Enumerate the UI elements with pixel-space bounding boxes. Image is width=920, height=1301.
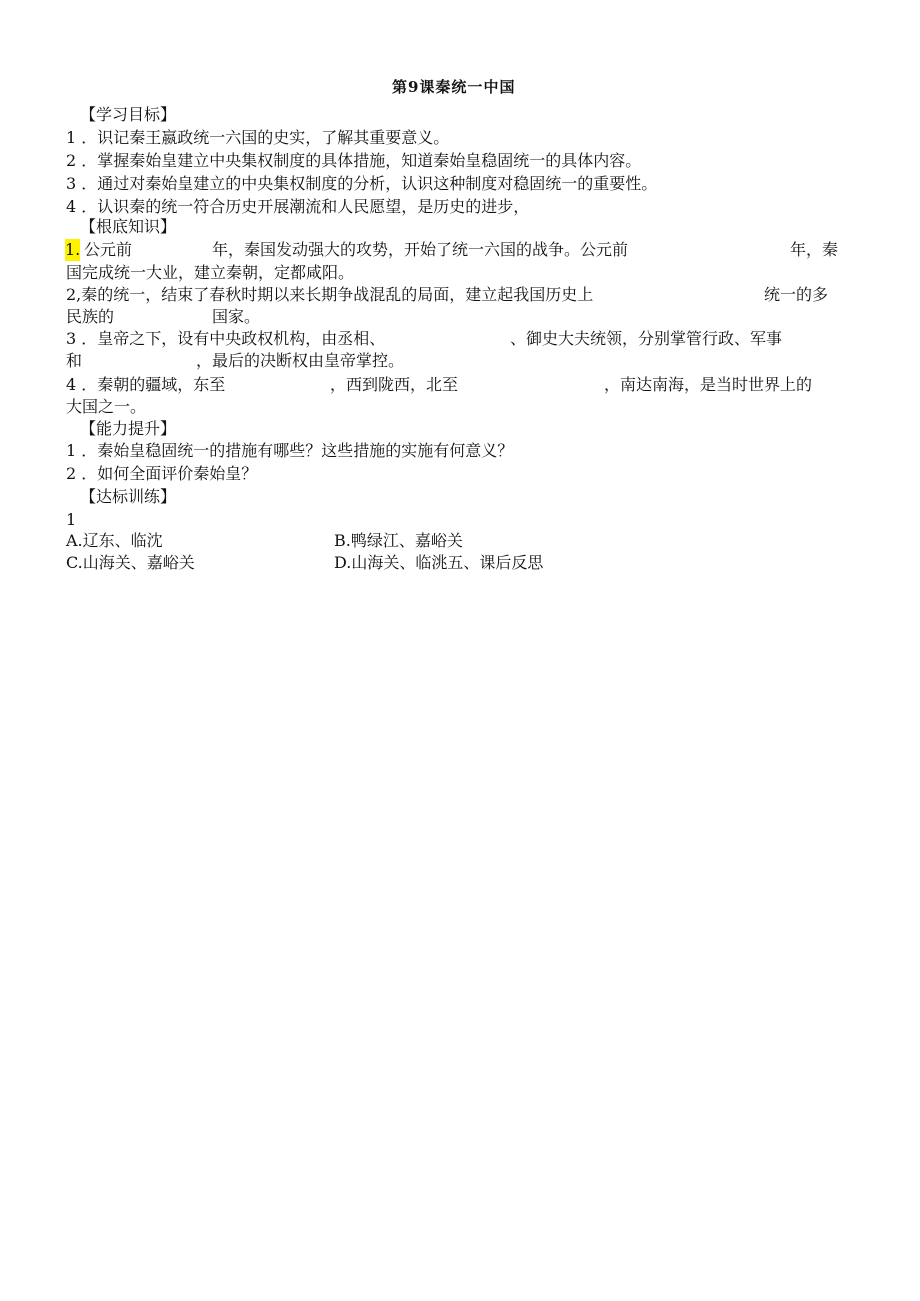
question-number: 1	[66, 510, 77, 529]
objective-item: 4 ．认识秦的统一符合历史开展潮流和人民愿望，是历史的进步，	[66, 197, 530, 216]
fill-text: 国家。	[212, 307, 261, 326]
ability-heading: 【能力提升】	[80, 419, 177, 438]
fill-text: 统一的多	[764, 285, 829, 304]
option-a: A.辽东、临沈	[66, 531, 163, 550]
fill-text: 2,秦的统一，结束了春秋时期以来长期争战混乱的局面，建立起我国历史上	[66, 285, 594, 304]
objectives-heading: 【学习目标】	[80, 105, 177, 124]
fill-text: 民族的	[66, 307, 115, 326]
fill-text: ，南达南海，是当时世界上的	[604, 375, 813, 394]
fill-text: 年，秦	[790, 240, 839, 259]
fill-text: 4 ．秦朝的疆域，东至	[66, 375, 226, 394]
ability-item: 1 ．秦始皇稳固统一的措施有哪些？这些措施的实施有何意义？	[66, 441, 514, 460]
fill-text: ，西到陇西，北至	[330, 375, 459, 394]
option-d: D.山海关、临洮五、课后反思	[334, 553, 544, 572]
option-c: C.山海关、嘉峪关	[66, 553, 195, 572]
fill-text: 3 ．皇帝之下，设有中央政权机构，由丞相、	[66, 329, 386, 348]
fill-text: 大国之一。	[66, 397, 147, 416]
objective-item: 1 ．识记秦王嬴政统一六国的史实，了解其重要意义。	[66, 128, 450, 147]
training-heading: 【达标训练】	[80, 487, 177, 506]
fill-text: 公元前	[84, 240, 133, 259]
fill-text: 国完成统一大业，建立秦朝，定都咸阳。	[66, 263, 355, 282]
option-b: B.鸭绿江、嘉峪关	[334, 531, 463, 550]
fill-text: 年，秦国发动强大的攻势，开始了统一六国的战争。公元前	[212, 240, 629, 259]
basics-heading: 【根底知识】	[80, 217, 177, 236]
ability-item: 2 ．如何全面评价秦始皇？	[66, 464, 258, 483]
page-title: 第9课秦统一中国	[392, 78, 516, 96]
objective-item: 3 ．通过对秦始皇建立的中央集权制度的分析，认识这种制度对稳固统一的重要性。	[66, 174, 658, 193]
fill-text: 和	[66, 351, 83, 370]
fill-text: 、御史大夫统领，分别掌管行政、军事	[510, 329, 783, 348]
fill-text: ，最后的决断权由皇帝掌控。	[196, 351, 405, 370]
objective-item: 2 ．掌握秦始皇建立中央集权制度的具体措施，知道秦始皇稳固统一的具体内容。	[66, 151, 642, 170]
highlighted-number: 1.	[65, 240, 81, 259]
